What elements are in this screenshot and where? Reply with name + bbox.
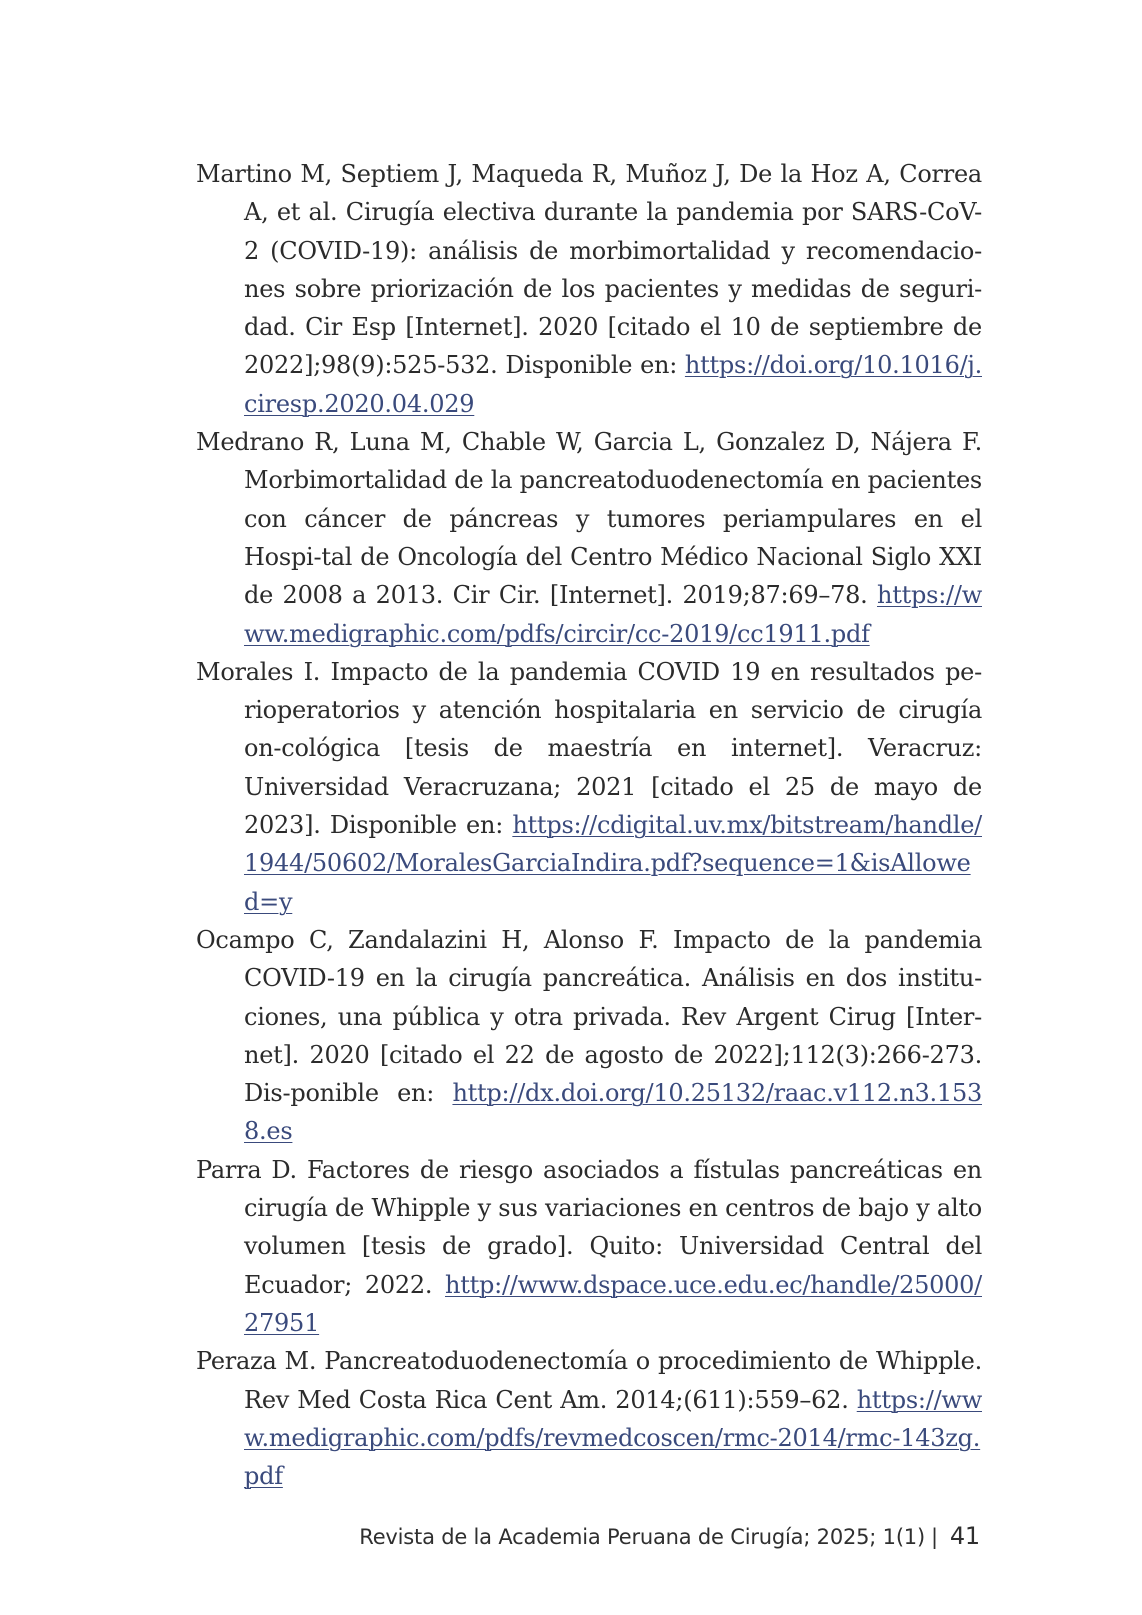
reference-item-parra	[196, 1151, 982, 1342]
journal-citation: Revista de la Academia Peruana de Cirugía; 2025; 1(1)	[359, 1525, 925, 1549]
reference-text: Parra D. Factores de riesgo asociados a fístulas pancreáticas en cirugía de Whipple y sus variaciones en centros de bajo y alto volumen [tesis de grado]. Quito: Universidad Central del Ecuador; 2022.	[196, 1155, 982, 1299]
reference-item-ocampo	[196, 921, 982, 1151]
page-footer	[0, 1522, 980, 1550]
reference-link[interactable]: https://www.medigraphic.com/pdfs/revmedcoscen/rmc-2014/rmc-143zg.pdf	[244, 1385, 982, 1491]
reference-text: Peraza M. Pancreatoduodenectomía o procedimiento de Whipple. Rev Med Costa Rica Cent Am. 2014;(611):559–62.	[196, 1347, 982, 1414]
reference-text: Ocampo C, Zandalazini H, Alonso F. Impacto de la pandemia COVID-19 en la cirugía pancreática. Análisis en dos institu-ciones, una pública y otra privada. Rev Argent Cirug [Inter-net]. 2020 [citado el 22 de agosto de 2022];112(3):266-273. Dis-ponible en:	[196, 925, 982, 1108]
reference-item-peraza	[196, 1342, 982, 1495]
reference-text: Martino M, Septiem J, Maqueda R, Muñoz J, De la Hoz A, Correa A, et al. Cirugía electiva durante la pandemia por SARS-CoV-2 (COVID-19): análisis de morbimortalidad y recomendacio-nes sobre priorización de los pacientes y medidas de seguri-dad. Cir Esp [Internet]. 2020 [citado el 10 de septiembre de 2022];98(9):525-532. Disponible en:	[196, 160, 982, 380]
page-number: 41	[949, 1522, 980, 1550]
reference-link[interactable]: https://www.medigraphic.com/pdfs/circir/cc-2019/cc1911.pdf	[244, 581, 982, 648]
reference-text: Morales I. Impacto de la pandemia COVID 19 en resultados pe-rioperatorios y atención hospitalaria en servicio de cirugía on-cológica [tesis de maestría en internet]. Veracruz: Universidad Veracruzana; 2021 [citado el 25 de mayo de 2023]. Disponible en:	[196, 657, 982, 840]
reference-item-morales	[196, 653, 982, 921]
reference-link[interactable]: https://cdigital.uv.mx/bitstream/handle/1944/50602/MoralesGarciaIndira.pdf?sequence=1&isAllowed=y	[244, 811, 982, 916]
footer-separator: |	[930, 1525, 938, 1549]
reference-item-martino	[196, 155, 982, 423]
reference-item-medrano	[196, 423, 982, 653]
reference-list	[196, 155, 982, 1495]
reference-link[interactable]: http://www.dspace.uce.edu.ec/handle/25000/27951	[244, 1270, 982, 1337]
reference-link[interactable]: https://doi.org/10.1016/j.ciresp.2020.04.029	[244, 351, 982, 418]
reference-link[interactable]: http://dx.doi.org/10.25132/raac.v112.n3.1538.es	[244, 1079, 982, 1146]
reference-text: Medrano R, Luna M, Chable W, Garcia L, Gonzalez D, Nájera F. Morbimortalidad de la pancreatoduodenectomía en pacientes con cáncer de páncreas y tumores periampulares en el Hospi-tal de Oncología del Centro Médico Nacional Siglo XXI de 2008 a 2013. Cir Cir. [Internet]. 2019;87:69–78.	[196, 428, 982, 610]
